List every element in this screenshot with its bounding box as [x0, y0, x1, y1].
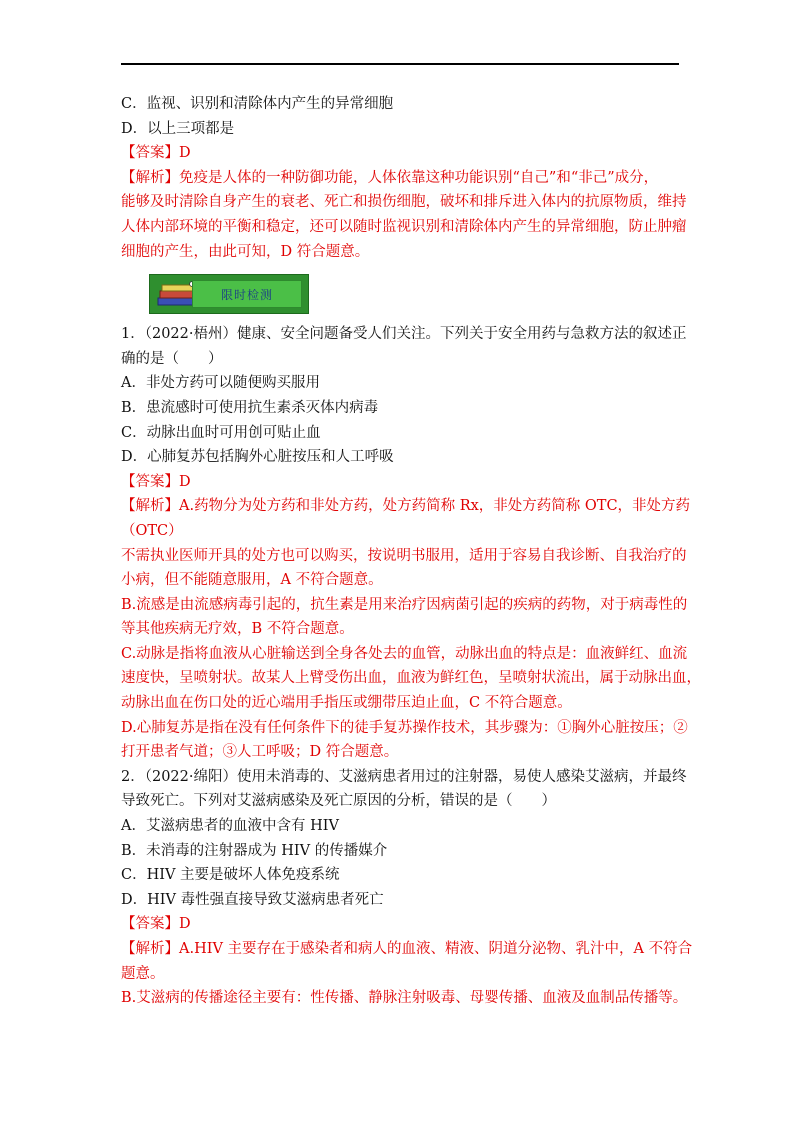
- q2-stem-line: 导致死亡。下列对艾滋病感染及死亡原因的分析，错误的是（ ）: [121, 793, 556, 810]
- q2-stem-line: 2．（2022·绵阳）使用未消毒的、艾滋病患者用过的注射器，易使人感染艾滋病，并最终: [121, 768, 687, 785]
- q1-option-c: C．动脉出血时可用创可贴止血: [121, 424, 321, 441]
- prev-analysis-line: 能够及时清除自身产生的衰老、死亡和损伤细胞，破坏和排斥进入体内的抗原物质，维持: [121, 194, 687, 211]
- q1-analysis-line: （OTC）: [121, 522, 183, 539]
- q1-analysis-line: 不需执业医师开具的处方也可以购买，按说明书服用，适用于容易自我诊断、自我治疗的: [121, 547, 687, 564]
- prev-analysis-line: 细胞的产生，由此可知，D 符合题意。: [121, 243, 370, 260]
- q1-analysis-line: 速度快，呈喷射状。故某人上臂受伤出血，血液为鲜红色，呈喷射状流出，属于动脉出血，: [121, 670, 701, 687]
- q1-analysis-line: 小病，但不能随意服用，A 不符合题意。: [121, 572, 383, 589]
- banner-label: 限时检测: [220, 287, 273, 302]
- q2-option-a: A．艾滋病患者的血液中含有 HIV: [121, 818, 339, 835]
- q2-analysis-line: 【解析】A.HIV 主要存在于感染者和病人的血液、精液、阴道分泌物、乳汁中，A 不符合: [121, 941, 693, 957]
- prev-analysis-line: 人体内部环境的平衡和稳定，还可以随时监视识别和清除体内产生的异常细胞，防止肿瘤: [121, 218, 687, 235]
- q2-option-d: D．HIV 毒性强直接导致艾滋病患者死亡: [121, 891, 384, 908]
- q2-analysis-line: 题意。: [121, 965, 165, 982]
- q2-analysis-line: B.艾滋病的传播途径主要有：性传播、静脉注射吸毒、母婴传播、血液及血制品传播等。: [121, 990, 688, 1007]
- banner-label-box: [192, 280, 302, 308]
- q1-analysis-line: 【解析】A.药物分为处方药和非处方药，处方药简称 Rx，非处方药简称 OTC，非处方药: [121, 498, 691, 515]
- q1-option-b: B．患流感时可使用抗生素杀灭体内病毒: [121, 399, 379, 416]
- q1-analysis-line: 等其他疾病无疗效，B 不符合题意。: [121, 621, 354, 638]
- prev-answer: 【答案】D: [121, 145, 191, 162]
- q1-option-d: D．心肺复苏包括胸外心脏按压和人工呼吸: [121, 449, 394, 466]
- section-banner: [149, 274, 309, 314]
- q1-analysis-line: 动脉出血在伤口处的近心端用手指压或绷带压迫止血，C 不符合题意。: [121, 695, 572, 712]
- q1-stem-line: 确的是（ ）: [121, 350, 223, 367]
- prev-analysis-line: 【解析】免疫是人体的一种防御功能，人体依靠这种功能识别“自己”和“非己”成分，: [121, 169, 659, 186]
- q2-answer: 【答案】D: [121, 916, 191, 933]
- prev-option-c: C．监视、识别和清除体内产生的异常细胞: [121, 96, 394, 112]
- q1-answer: 【答案】D: [121, 473, 191, 490]
- q1-stem-line: 1．（2022·梧州）健康、安全问题备受人们关注。下列关于安全用药与急救方法的叙述正: [121, 326, 687, 343]
- header-rule: [121, 63, 679, 65]
- q2-option-c: C．HIV 主要是破坏人体免疫系统: [121, 867, 340, 884]
- q1-analysis-line: B.流感是由流感病毒引起的，抗生素是用来治疗因病菌引起的疾病的药物，对于病毒性的: [121, 596, 688, 613]
- q1-option-a: A．非处方药可以随便购买服用: [121, 375, 320, 392]
- q1-analysis-line: C.动脉是指将血液从心脏输送到全身各处去的血管，动脉出血的特点是：血液鲜红、血流: [121, 645, 688, 662]
- q2-option-b: B．未消毒的注射器成为 HIV 的传播媒介: [121, 842, 388, 859]
- page-content: [121, 92, 701, 1011]
- q1-analysis-line: D.心肺复苏是指在没有任何条件下的徒手复苏操作技术，其步骤为：①胸外心脏按压；②: [121, 719, 688, 736]
- prev-option-d: D．以上三项都是: [121, 120, 235, 137]
- q1-analysis-line: 打开患者气道；③人工呼吸；D 符合题意。: [121, 744, 399, 761]
